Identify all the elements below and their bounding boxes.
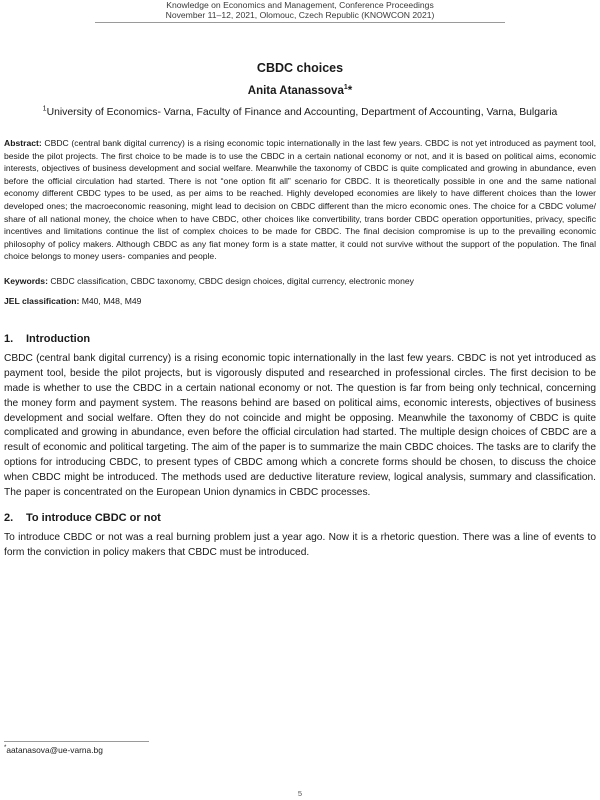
section-heading-to-introduce bbox=[4, 511, 596, 525]
footnote bbox=[4, 745, 103, 755]
header-divider bbox=[95, 22, 505, 23]
footnote-email: aatanasova@ue-varna.bg bbox=[6, 745, 103, 755]
affiliation-text: University of Economics- Varna, Faculty of Finance and Accounting, Department of Accounting, Varna, Bulgaria bbox=[46, 107, 558, 118]
footnote-divider bbox=[4, 741, 149, 742]
author-name: Anita Atanassova bbox=[247, 85, 344, 97]
section-title: Introduction bbox=[26, 332, 91, 345]
section-title: To introduce CBDC or not bbox=[26, 512, 161, 524]
header-line-2: November 11–12, 2021, Olomouc, Czech Republic (KNOWCON 2021) bbox=[165, 10, 435, 20]
keywords-label: Keywords: bbox=[4, 275, 48, 286]
paragraph: CBDC (central bank digital currency) is a rising economic topic internationally in the last few years. CBDC is not yet introduced as payment tool, beside the pilot projects, but is vigorously disputed and researched in professional circles. The first decision to be made is whether to use the CBDC in a certain national economy or not. The question is far from being only technical, concerning the money form and payment system. The reasons behind are based on political aims, economic interests, objectives of business development and social welfare. Often they do not coincide and might be opposing. Meanwhile the taxonomy of CBDC is quite complicated and growing in abundance, even before the official circulation had started. The multiple design choices of CBDC are a result of economic and political targeting. The aim of the paper is to summarize the main CBDC choices. The tasks are to clarify the options for introducing CBDC, to present types of CBDC among which a concrete forms should be chosen, to discuss the choice when CBDC might be introduced. The methods used are deductive literature review, logical analysis, summary and classification. The paper is concentrated on the European Union dynamics in CBDC processes. bbox=[4, 352, 596, 499]
section-number: 1. bbox=[4, 332, 14, 345]
author-line bbox=[4, 85, 596, 97]
header-line-1: Knowledge on Economics and Management, Conference Proceedings bbox=[166, 0, 434, 10]
abstract-text: CBDC (central bank digital currency) is a rising economic topic internationally in the last few years. CBDC is not yet introduced as payment tool, beside the pilot projects. The first choice to be made is to use the CBDC in a certain national economy or not, and it is based on political aims, economic interests, objectives of business development and social welfare. Meanwhile the taxonomy of CBDC is quite complicated and growing in abundance, even before the official circulation had started. There is not “one option fit all” scenario for CBDC. It is theoretically possible in one and the same national economy different CBDC types to be used, as per aims to be reached. Highly developed economies are likely to have different choices than the lower developed ones; the macroeconomic reasoning, might lead to decision on CBDC different than the micro economic ones. The choice for a CBDC volume/ share of all national money, the choice when to have CBDC, other choices like convertibility, trans border CBDC operation opportunities, privacy, specific incentives and limitations continue the list of complex choices to be made for CBDC. The final decision compromise is up to the prevailing economic philosophy of policy makers. Although CBDC as any fiat money form is a state matter, it could not survive without the support of the population. The final choice belongs to money users- companies and people. bbox=[4, 138, 596, 262]
author-affil-mark: 1 bbox=[343, 84, 348, 92]
section-number: 2. bbox=[4, 512, 14, 524]
affiliation bbox=[24, 105, 576, 120]
jel-label: JEL classification: bbox=[4, 295, 80, 306]
affiliation-mark: 1 bbox=[42, 105, 47, 113]
jel-text: M40, M48, M49 bbox=[81, 295, 142, 306]
running-header bbox=[4, 0, 596, 20]
footnote-mark: * bbox=[4, 745, 7, 752]
abstract-label: Abstract: bbox=[4, 138, 42, 148]
paper-title: CBDC choices bbox=[256, 61, 344, 75]
keywords bbox=[4, 275, 596, 287]
keywords-text: CBDC classification, CBDC taxonomy, CBDC design choices, digital currency, electronic money bbox=[50, 275, 414, 286]
page-number: 5 bbox=[297, 789, 303, 798]
jel-classification bbox=[4, 295, 596, 307]
paragraph: To introduce CBDC or not was a real burning problem just a year ago. Now it is a rhetoric question. There was a line of events to form the conviction in policy makers that CBDC must be introduced. bbox=[4, 532, 596, 558]
section-heading-introduction bbox=[4, 332, 596, 346]
abstract bbox=[4, 137, 596, 263]
author-corresponding-mark: * bbox=[347, 85, 353, 97]
